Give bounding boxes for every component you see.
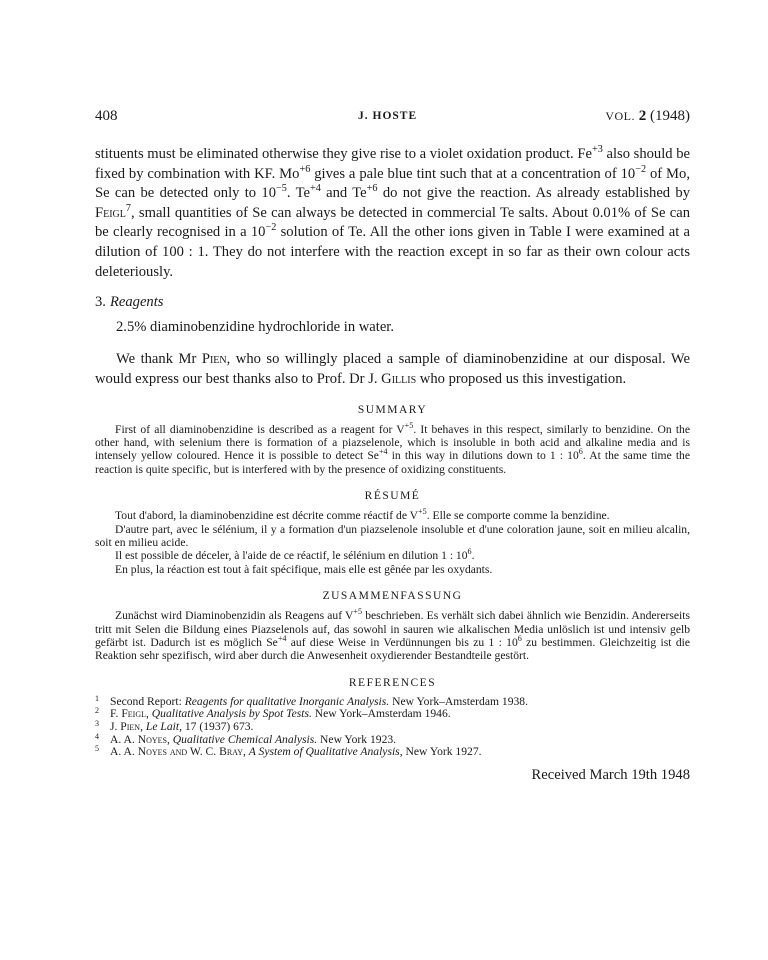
- acknowledgement-paragraph: We thank Mr Pien, who so willingly placed a sample of diaminobenzidine at our disposal. We would express our best thanks also to Prof. Dr J. Gillis who proposed us this investigation.: [95, 351, 690, 387]
- reference-item: 3 J. Pien, Le Lait, 17 (1937) 673.: [95, 719, 254, 733]
- summary-heading: SUMMARY: [357, 403, 428, 416]
- references-heading: REFERENCES: [348, 676, 437, 689]
- volume-year: (1948): [650, 108, 690, 124]
- volume-info: [605, 108, 690, 125]
- reference-item: 4 A. A. Noyes, Qualitative Chemical Analysis. New York 1923.: [95, 731, 397, 746]
- volume-number: 2: [638, 108, 647, 124]
- resume-paragraph-1: Tout d'abord, la diaminobenzidine est décrite comme réactif de $V^{+5}$. Elle se comporte comme la benzidine.: [115, 507, 610, 523]
- zusammenfassung-text: Zunächst wird Diaminobenzidin als Reagens auf $V^{+5}$ beschrieben. Es verhält sich dabei ähnlich wie Benzidin. Andererseits tritt mit Selen die Bildung eines Piazselenols auf, das sowohl in sauren wie alkalischen Media unlöslich ist und intensiv gelb gefärbt ist. Dadurch ist es möglich $Se^{+4}$ auf diese Weise in Verdünnungen bis zu 1 : $10^6$ zu bestimmen. Gleichzeitig ist die Reaktion sehr spezifisch, wird aber durch die Anwesenheit oxydierender Bestandteile gestört.: [95, 607, 690, 663]
- reference-list: [95, 693, 690, 759]
- reference-item: 2 F. Feigl, Qualitative Analysis by Spot Tests. New York–Amsterdam 1946.: [95, 706, 451, 721]
- reference-item: 1 Second Report: Reagents for qualitative Inorganic Analysis. New York–Amsterdam 1938.: [95, 693, 528, 708]
- continued-paragraph: stituents must be eliminated otherwise they give rise to a violet oxidation product. $Fe^{+3}$ also should be fixed by combination with KF. $Mo^{+6}$ gives a pale blue tint such that at a concentration of $10^{-2}$ of Mo, Se can be detected only to $10^{-5}$. $Te^{+4}$ and $Te^{+6}$ do not give the reaction. As already established by Feigl$^7$, small quantities of Se can always be detected in commercial Te salts. About 0.01% of Se can be clearly recognised in a $10^{-2}$ solution of Te. All the other ions given in Table I were examined at a dilution of 100 : 1. They do not interfere with the reaction except in so far as their own colour acts deleteriously.: [95, 144, 690, 280]
- running-head-author: J. HOSTE: [358, 110, 418, 122]
- running-head: [95, 108, 690, 130]
- reagent-description: 2.5% diaminobenzidine hydrochloride in water.: [116, 318, 395, 335]
- summary-text: First of all diaminobenzidine is described as a reagent for $V^{+5}$. It behaves in this respect, similarly to benzidine. On the other hand, with selenium there is formation of a piazselenole, which is insoluble in both acid and alkaline media and is intensely yellow coloured. Hence it is possible to detect $Se^{+4}$ in this way in dilutions down to 1 : $10^6$. At the same time the reaction is quite specific, but is interfered with by the presence of oxidizing constituents.: [95, 420, 690, 476]
- journal-page: [95, 108, 690, 784]
- page-number: 408: [95, 108, 118, 124]
- zusammenfassung-heading: ZUSAMMENFASSUNG: [322, 590, 463, 603]
- received-date: Received March 19th 1948: [531, 766, 690, 783]
- resume-paragraph-4: En plus, la réaction est tout à fait spécifique, mais elle est gênée par les oxydants.: [115, 562, 493, 576]
- resume-heading: RÉSUMÉ: [364, 490, 421, 503]
- reference-item: 5 A. A. Noyes and W. C. Bray, A System of Qualitative Analysis, New York 1927.: [95, 744, 482, 759]
- resume-paragraph-2: D'autre part, avec le sélénium, il y a formation d'un piazselenole insoluble et d'une coloration jaune, soit en milieu alcalin, soit en milieu acide.: [95, 522, 690, 549]
- resume-paragraph-3: Il est possible de déceler, à l'aide de ce réactif, le sélénium en dilution 1 : $10^6$.: [115, 547, 475, 563]
- section-heading-reagents: 3. Reagents: [95, 294, 164, 311]
- volume-label: VOL.: [605, 109, 635, 123]
